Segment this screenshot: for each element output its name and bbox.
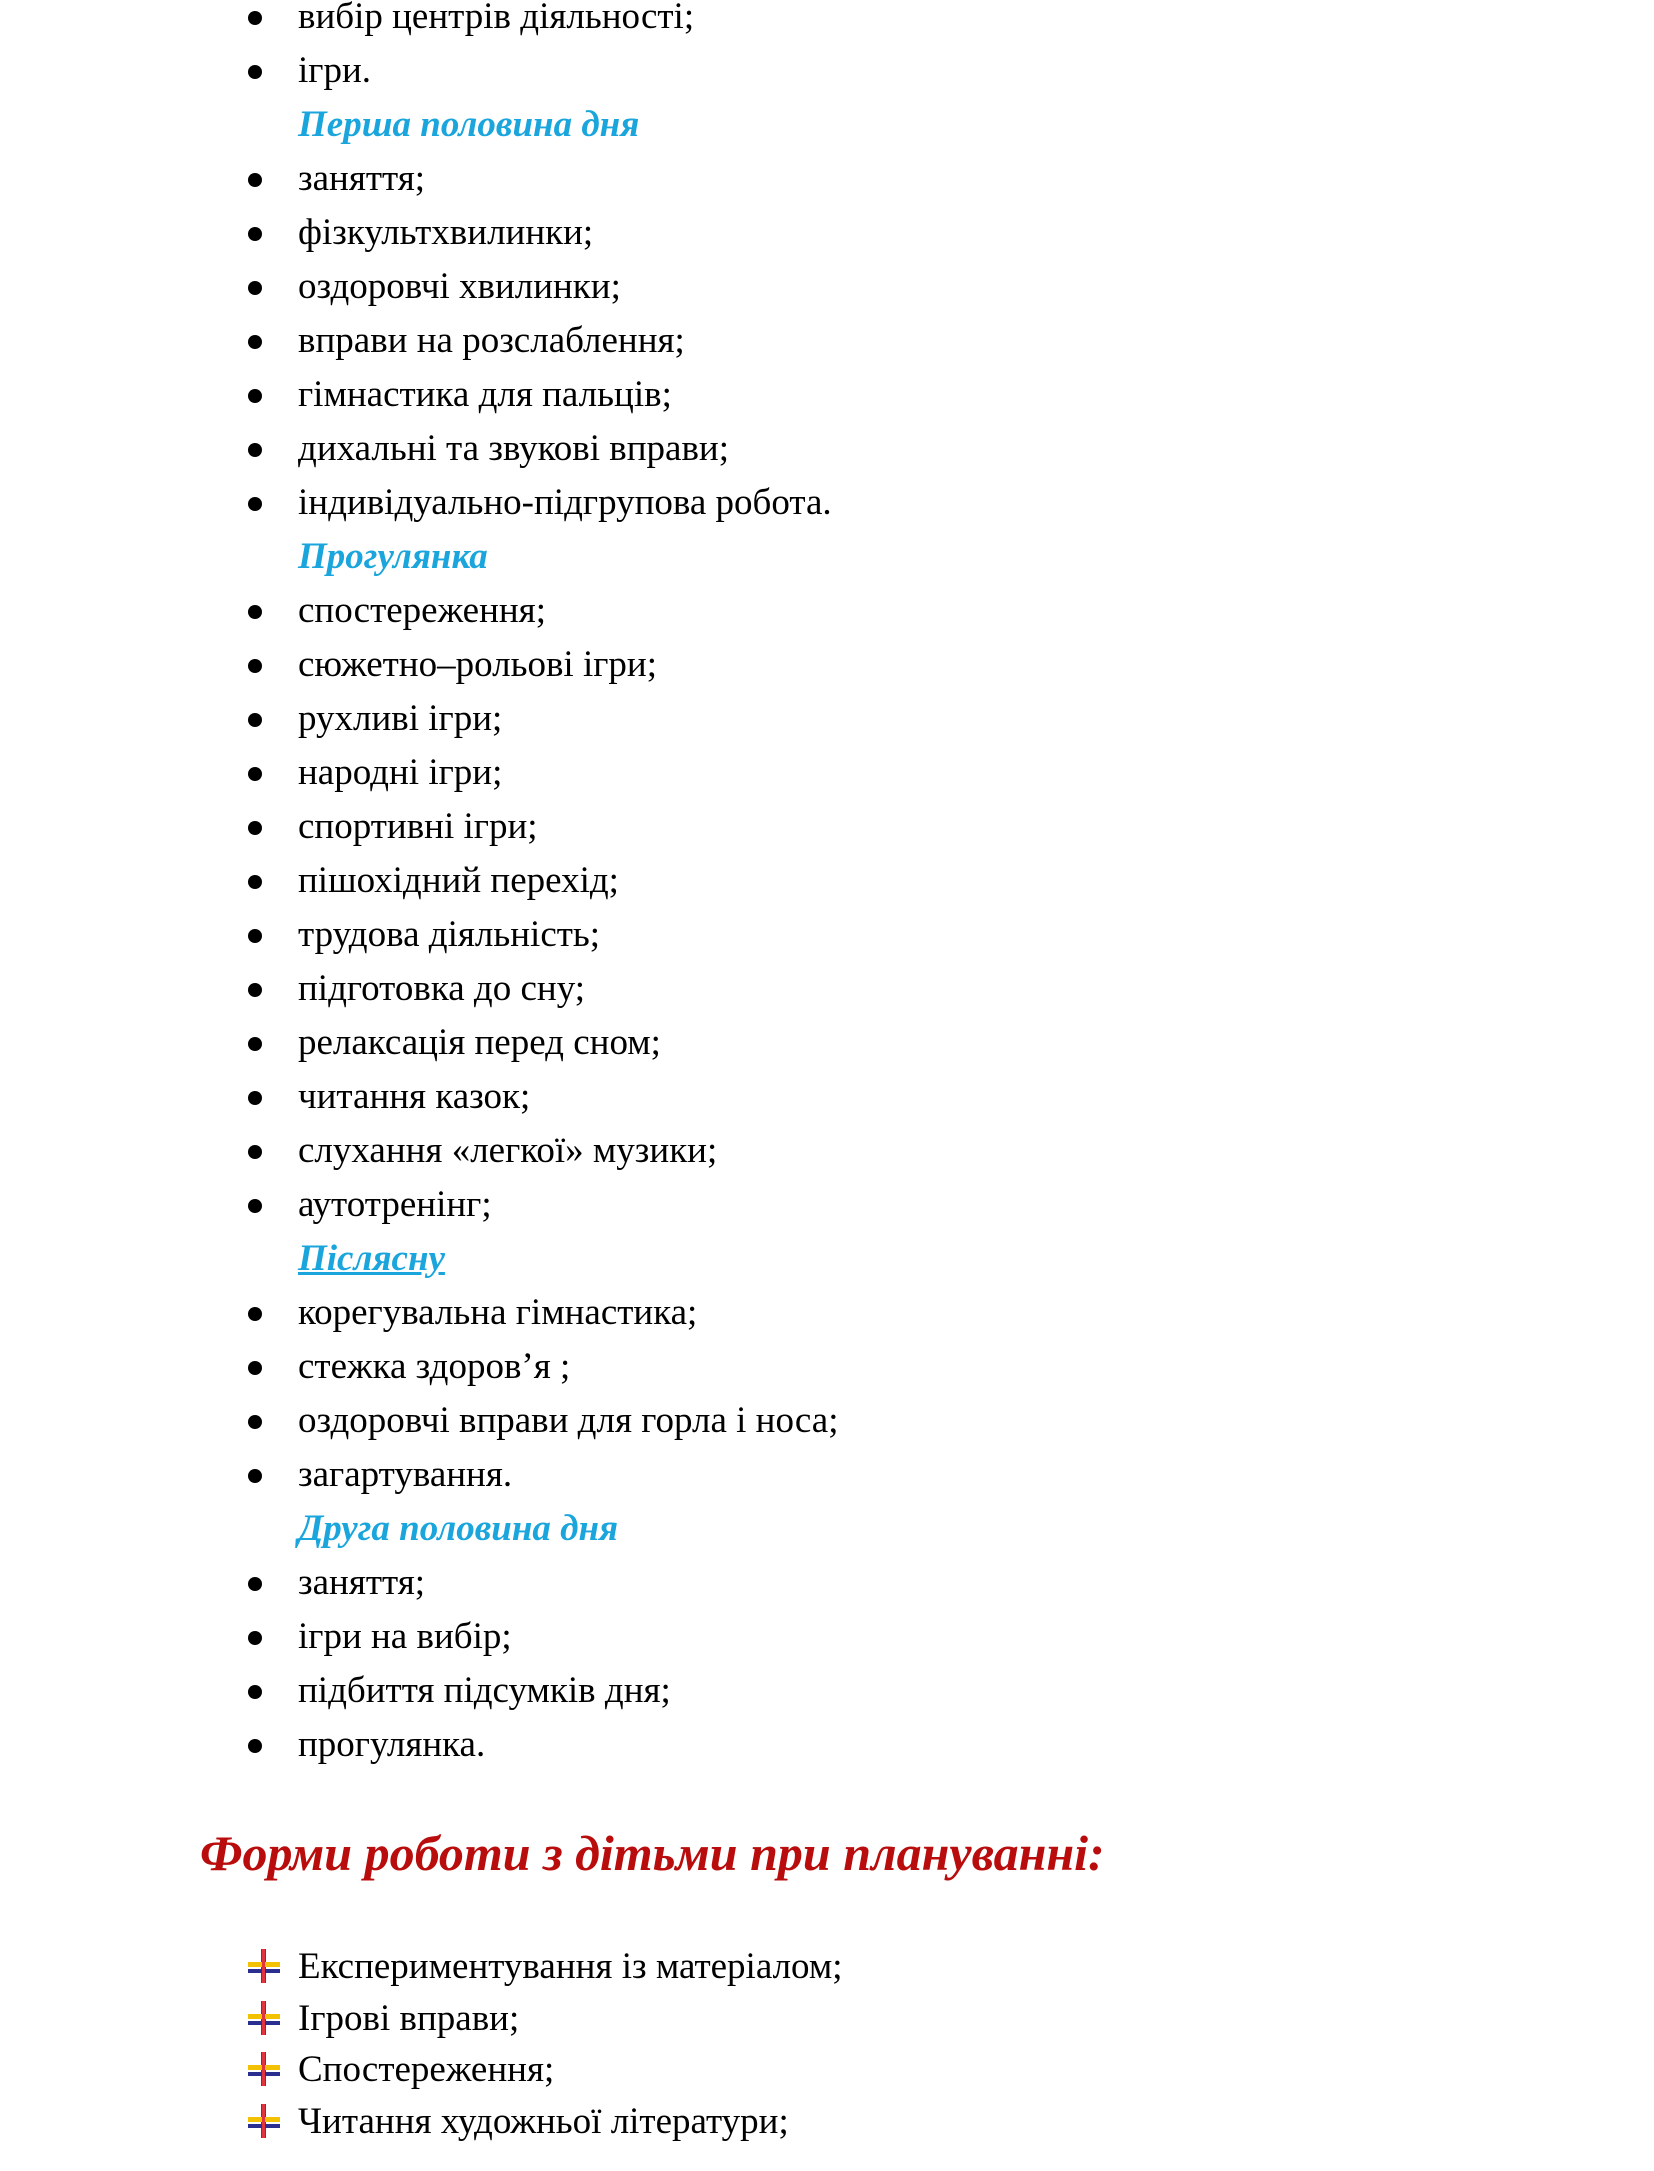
list-item: народні ігри; [298, 752, 503, 793]
bullet-icon [248, 1469, 262, 1483]
list-item: спостереження; [298, 590, 546, 631]
bullet-icon [248, 929, 262, 943]
list-item: підготовка до сну; [298, 968, 586, 1009]
list-item: індивідуально-підгрупова робота. [298, 482, 832, 523]
form-list-item: Ігрові вправи; [298, 1997, 520, 2039]
bullet-icon [248, 605, 262, 619]
list-item: ігри. [298, 50, 372, 91]
list-item: пішохідний перехід; [298, 860, 619, 901]
list-item: гімнастика для пальців; [298, 374, 672, 415]
bullet-icon [248, 281, 262, 295]
bullet-icon [248, 1739, 262, 1753]
list-item: підбиття підсумків дня; [298, 1670, 671, 1711]
bullet-icon [248, 1415, 262, 1429]
bullet-icon [248, 335, 262, 349]
bullet-icon [248, 1631, 262, 1645]
bullet-icon [248, 1685, 262, 1699]
list-item: стежка здоров’я ; [298, 1346, 571, 1387]
subsection-title: Післясну [298, 1238, 445, 1279]
list-item: оздоровчі хвилинки; [298, 266, 621, 307]
bullet-icon [248, 1037, 262, 1051]
list-item: дихальні та звукові вправи; [298, 428, 730, 469]
list-item: аутотренінг; [298, 1184, 492, 1225]
list-item: ігри на вибір; [298, 1616, 512, 1657]
list-item: вибір центрів діяльності; [298, 0, 695, 37]
list-item: прогулянка. [298, 1724, 486, 1765]
subsection-title: Друга половина дня [298, 1508, 619, 1549]
list-item: рухливі ігри; [298, 698, 503, 739]
bullet-icon [248, 983, 262, 997]
form-list-item: Читання художньої літератури; [298, 2100, 789, 2142]
list-item: загартування. [298, 1454, 513, 1495]
list-item: фізкультхвилинки; [298, 212, 594, 253]
bullet-icon [248, 443, 262, 457]
list-item: сюжетно–рольові ігри; [298, 644, 657, 685]
list-item: вправи на розслаблення; [298, 320, 685, 361]
list-item: спортивні ігри; [298, 806, 538, 847]
plus-cross-icon [246, 1949, 282, 1985]
bullet-icon [248, 1307, 262, 1321]
bullet-icon [248, 1577, 262, 1591]
bullet-icon [248, 389, 262, 403]
list-item: читання казок; [298, 1076, 531, 1117]
plus-cross-icon [246, 2052, 282, 2088]
form-list-item: Спостереження; [298, 2049, 555, 2090]
list-item: трудова діяльність; [298, 914, 601, 955]
bullet-icon [248, 497, 262, 511]
list-item: оздоровчі вправи для горла і носа; [298, 1400, 839, 1441]
section-heading: Форми роботи з дітьми при плануванні: [200, 1825, 1105, 1881]
bullet-icon [248, 1361, 262, 1375]
bullet-icon [248, 1145, 262, 1159]
list-item: слухання «легкої» музики; [298, 1130, 718, 1171]
bullet-icon [248, 767, 262, 781]
list-item: заняття; [298, 1562, 426, 1603]
bullet-icon [248, 875, 262, 889]
plus-cross-icon [246, 2104, 282, 2140]
list-item: релаксація перед сном; [298, 1022, 661, 1063]
form-list-item: Експериментування із матеріалом; [298, 1946, 843, 1987]
plus-cross-icon [246, 2001, 282, 2037]
list-item: корегувальна гімнастика; [298, 1292, 698, 1333]
bullet-icon [248, 65, 262, 79]
bullet-icon [248, 173, 262, 187]
subsection-title: Прогулянка [298, 536, 488, 577]
bullet-icon [248, 713, 262, 727]
bullet-icon [248, 1091, 262, 1105]
bullet-icon [248, 821, 262, 835]
bullet-icon [248, 11, 262, 25]
bullet-icon [248, 1199, 262, 1213]
subsection-title: Перша половина дня [298, 104, 640, 145]
bullet-icon [248, 659, 262, 673]
bullet-icon [248, 227, 262, 241]
list-item: заняття; [298, 158, 426, 199]
